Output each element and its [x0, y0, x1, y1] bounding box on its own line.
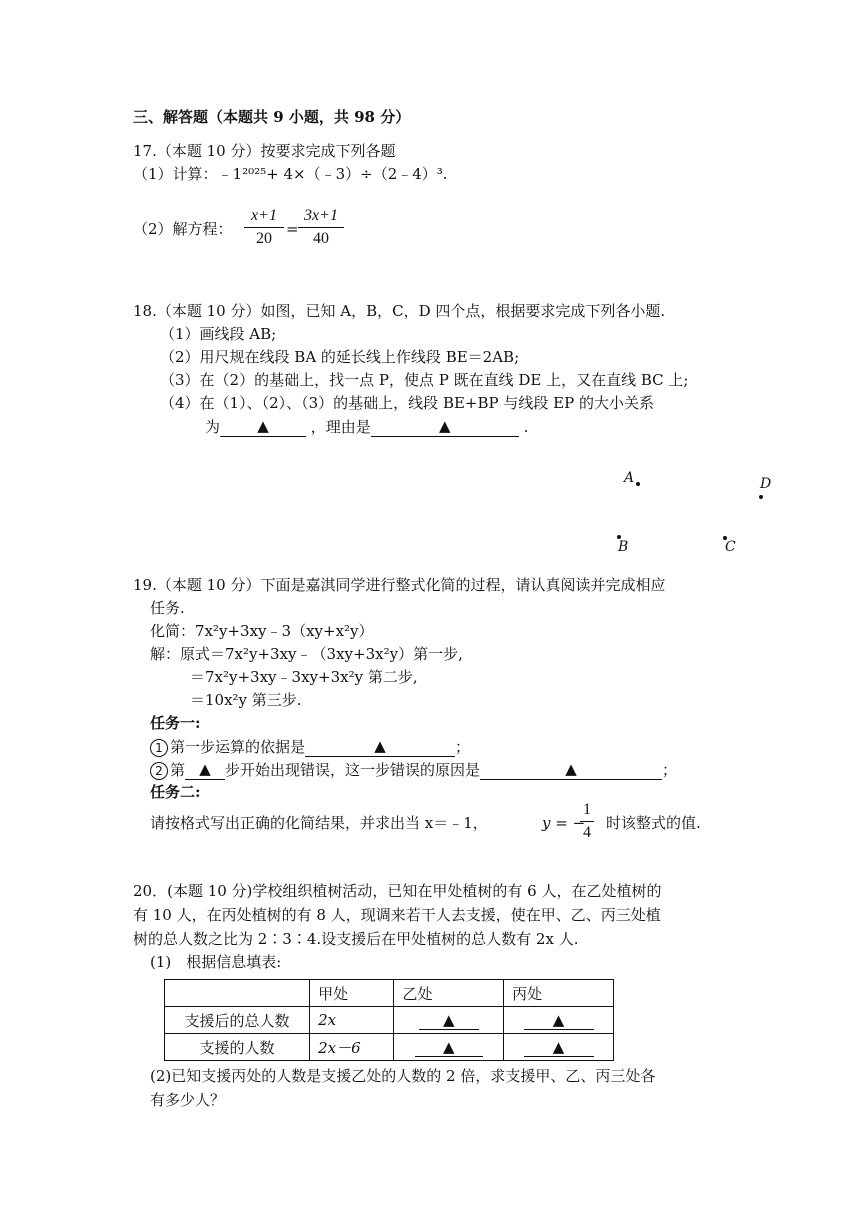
- q20-sub1: (1) 根据信息填表:: [150, 953, 282, 971]
- q17-lhs-fraction: [244, 206, 284, 249]
- table-header-cell: [165, 980, 310, 1007]
- q17-rhs-fraction: [298, 206, 344, 249]
- point-d-label: D: [760, 476, 772, 492]
- q18-relation-blank[interactable]: ▲: [220, 416, 306, 437]
- q19-task1-item1: [150, 736, 470, 757]
- table-header-row: [165, 980, 614, 1007]
- table-answer-cell[interactable]: [394, 1034, 504, 1061]
- q19-basis-blank[interactable]: ▲: [305, 736, 455, 757]
- table-header-cell: 甲处: [310, 980, 394, 1007]
- q18-answer-end: .: [523, 418, 529, 436]
- table-answer-cell[interactable]: [394, 1007, 504, 1034]
- section-title: 三、解答题（本题共 9 小题，共 98 分）: [133, 108, 411, 126]
- q19-task2-title: 任务二:: [150, 783, 201, 801]
- q20-line2: 有 10 人，在丙处植树的有 8 人，现调来若干人去支援，使在甲、乙、丙三处植: [133, 906, 661, 924]
- q17-rhs-numerator: 3x+1: [304, 207, 338, 224]
- q19-heading-line2: 任务.: [150, 599, 185, 617]
- q19-y-fraction: [580, 800, 594, 843]
- q18-heading: 18.（本题 10 分）如图，已知 A，B，C，D 四个点，根据要求完成下列各小题.: [133, 302, 666, 320]
- q20-table: [164, 979, 614, 1061]
- q19-y-equals: y = −: [542, 814, 586, 832]
- blank[interactable]: ▲: [524, 1038, 594, 1057]
- q17-equals: =: [286, 220, 299, 238]
- table-header-cell: 乙处: [394, 980, 504, 1007]
- table-row: [165, 1034, 614, 1061]
- table-cell: 支援后的总人数: [165, 1007, 310, 1034]
- point-a: [636, 482, 640, 486]
- table-header-cell: 丙处: [504, 980, 614, 1007]
- q19-task2-text: 请按格式写出正确的化简结果，并求出当 x＝﹣1，: [150, 814, 488, 832]
- q17-lhs-denominator: 20: [256, 230, 272, 247]
- q20-sub2-line1: (2)已知支援丙处的人数是支援乙处的人数的 2 倍，求支援甲、乙、丙三处各: [150, 1067, 656, 1085]
- q19-step1: 解：原式＝7x²y+3xy﹣（3xy+3x²y）第一步,: [150, 645, 463, 663]
- q18-part4-answer-line: [205, 416, 528, 437]
- blank[interactable]: ▲: [415, 1038, 483, 1057]
- q19-task1-item2: [150, 759, 677, 780]
- q19-item2-a: 第: [170, 761, 186, 779]
- point-a-label: A: [624, 470, 635, 486]
- table-cell: 2x－6: [310, 1034, 394, 1061]
- table-answer-cell[interactable]: [504, 1007, 614, 1034]
- q19-task1-title: 任务一:: [150, 714, 201, 732]
- q20-line3: 树的总人数之比为 2∶3∶4.设支援后在甲处植树的总人数有 2x 人.: [133, 930, 579, 948]
- blank[interactable]: ▲: [524, 1011, 594, 1030]
- q17-rhs-denominator: 40: [313, 230, 329, 247]
- table-answer-cell[interactable]: [504, 1034, 614, 1061]
- q18-part1: （1）画线段 AB;: [160, 325, 277, 343]
- q18-part3: （3）在（2）的基础上，找一点 P，使点 P 既在直线 DE 上，又在直线 BC 上;: [160, 371, 689, 389]
- blank[interactable]: ▲: [419, 1011, 479, 1030]
- table-cell: 支援的人数: [165, 1034, 310, 1061]
- q19-step2: ＝7x²y+3xy﹣3xy+3x²y 第二步,: [190, 668, 418, 686]
- q20-line1: 20．(本题 10 分)学校组织植树活动，已知在甲处植树的有 6 人，在乙处植树的: [133, 882, 662, 900]
- point-c-label: C: [725, 539, 736, 555]
- q18-answer-prefix: 为: [205, 418, 221, 436]
- q18-reason-prefix: ，理由是: [310, 418, 371, 436]
- table-row: [165, 1007, 614, 1034]
- q17-heading: 17.（本题 10 分）按要求完成下列各题: [133, 142, 396, 160]
- q19-y-denominator: 4: [583, 824, 591, 841]
- q17-part2-label: （2）解方程：: [133, 220, 233, 238]
- q18-reason-blank[interactable]: ▲: [371, 416, 519, 437]
- q20-sub2-line2: 有多少人？: [150, 1091, 226, 1109]
- table-cell: 2x: [310, 1007, 394, 1034]
- circled-one: 1: [150, 739, 168, 757]
- q19-heading-line1: 19.（本题 10 分）下面是嘉淇同学进行整式化简的过程，请认真阅读并完成相应: [133, 576, 666, 594]
- q19-item1-text: 第一步运算的依据是: [170, 738, 306, 756]
- q17-lhs-numerator: x+1: [251, 207, 277, 224]
- q19-error-reason-blank[interactable]: ▲: [480, 759, 662, 780]
- q19-step3: ＝10x²y 第三步.: [190, 691, 302, 709]
- q19-item2-end: ；: [662, 761, 678, 779]
- point-d: [759, 495, 763, 499]
- circled-two: 2: [150, 762, 168, 780]
- q19-expression: 化简：7x²y+3xy﹣3（xy+x²y）: [150, 622, 374, 640]
- q19-step-blank[interactable]: ▲: [185, 759, 225, 780]
- q19-y-numerator: 1: [583, 801, 591, 818]
- q17-part1: （1）计算：﹣1²⁰²⁵+ 4×（﹣3）÷（2﹣4）³.: [133, 165, 448, 183]
- q18-part4: （4）在（1）、（2）、（3）的基础上，线段 BE+BP 与线段 EP 的大小关系: [160, 394, 654, 412]
- q19-task2-text-end: 时该整式的值.: [606, 814, 701, 832]
- q18-part2: （2）用尺规在线段 BA 的延长线上作线段 BE＝2AB;: [160, 348, 520, 366]
- point-b-label: B: [618, 539, 629, 555]
- q19-item1-end: ；: [455, 738, 471, 756]
- q19-item2-b: 步开始出现错误，这一步错误的原因是: [225, 761, 481, 779]
